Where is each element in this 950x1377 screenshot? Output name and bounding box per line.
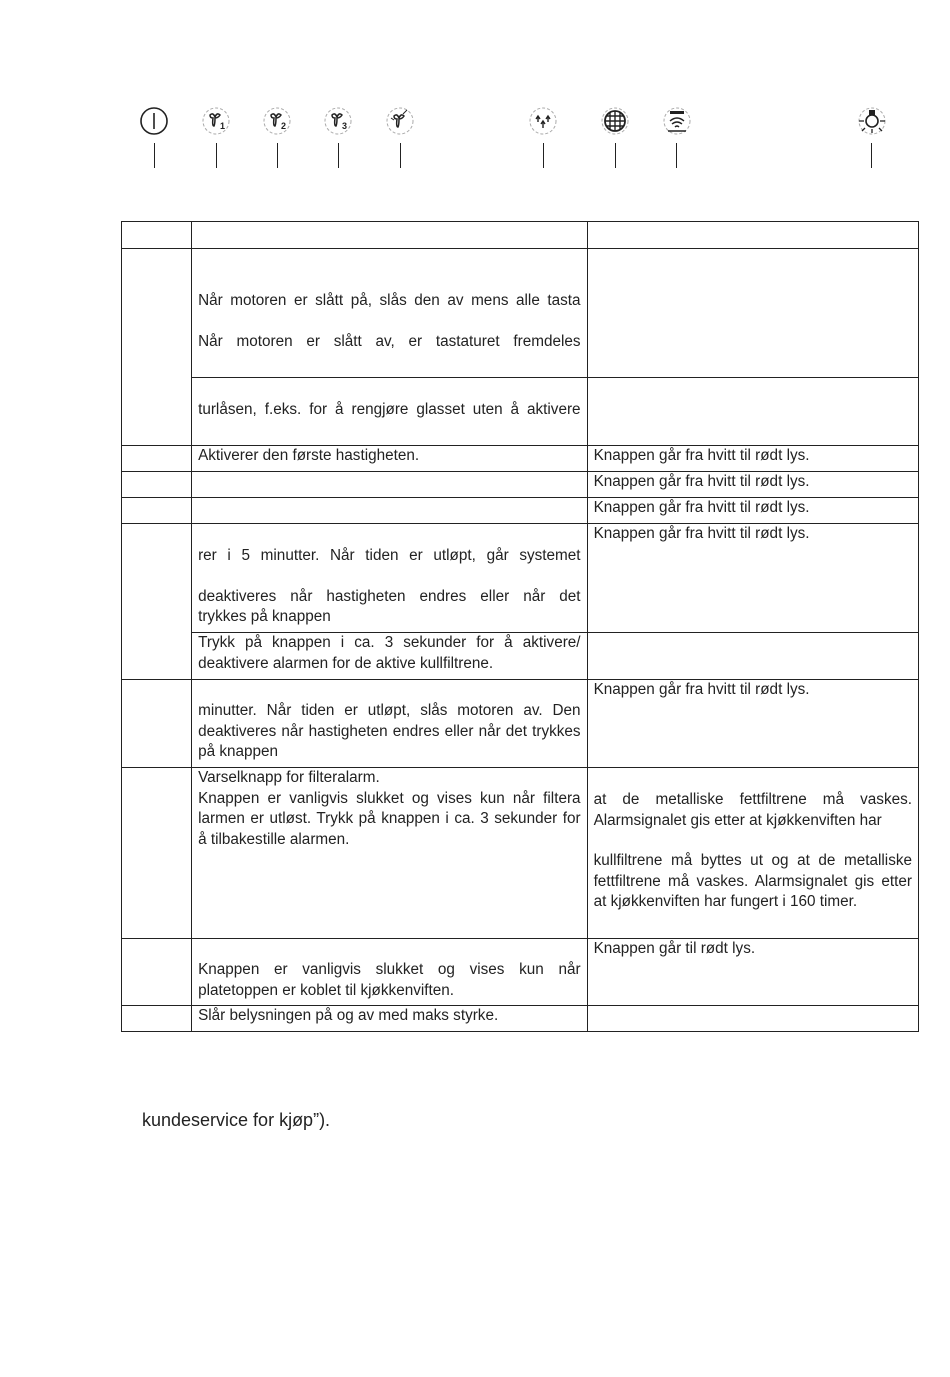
function-text: Når motoren er slått av, er tastaturet fremdeles	[198, 332, 581, 350]
table-row	[122, 249, 919, 378]
symbol-cell	[122, 1006, 192, 1032]
display-cell: Knappen går fra hvitt til rødt lys.	[587, 680, 918, 768]
leader-line	[154, 143, 155, 168]
function-cell	[192, 524, 587, 633]
header-cell	[192, 222, 587, 249]
function-cell: Trykk på knappen i ca. 3 sekunder for å aktivere/ deaktivere alarmen for de aktive kullfiltrene.	[192, 633, 587, 680]
function-cell	[192, 472, 587, 498]
leader-line	[871, 143, 872, 168]
fan-speed-1-icon	[199, 104, 233, 138]
function-text: turlåsen, f.eks. for å rengjøre glasset uten å aktivere	[198, 401, 581, 418]
symbol-cell	[122, 249, 192, 446]
display-text: kullfiltrene må byttes ut og at de metalliske fettfiltrene må vaskes. Alarmsignalet gis etter at kjøkkenviften har fungert i 160 timer.	[593, 852, 912, 910]
function-cell	[192, 249, 587, 378]
function-text: Knappen er vanligvis slukket og vises kun når platetoppen er koblet til kjøkkenviften.	[198, 961, 581, 999]
symbol-cell	[122, 939, 192, 1006]
function-cell	[192, 939, 587, 1006]
display-cell	[587, 378, 918, 446]
table-row	[122, 378, 919, 446]
function-text: Knappen er vanligvis slukket og vises kun når filtera larmen er utløst. Trykk på knappen i ca. 3 sekunder for å tilbakestille alarmen.	[198, 789, 581, 848]
display-cell	[587, 249, 918, 378]
leader-line	[543, 143, 544, 168]
hob-connection-icon	[660, 104, 694, 138]
header-cell	[587, 222, 918, 249]
fan-intensive-icon	[383, 104, 417, 138]
grease-filter-icon	[598, 104, 632, 138]
table-row	[122, 633, 919, 680]
function-cell: Aktiverer den første hastigheten.	[192, 446, 587, 472]
function-text: rer i 5 minutter. Når tiden er utløpt, går systemet	[198, 547, 581, 564]
function-cell	[192, 498, 587, 524]
table-row	[122, 498, 919, 524]
symbol-cell	[122, 472, 192, 498]
table-row	[122, 524, 919, 633]
function-cell	[192, 378, 587, 446]
display-cell: Knappen går fra hvitt til rødt lys.	[587, 446, 918, 472]
display-cell	[587, 1006, 918, 1032]
function-text: minutter. Når tiden er utløpt, slås motoren av. Den deaktiveres når hastigheten endres eller når det trykkes på knappen	[198, 702, 581, 760]
svg-text:1: 1	[220, 121, 226, 131]
table-row	[122, 1006, 919, 1032]
table-row	[122, 680, 919, 768]
table-row	[122, 446, 919, 472]
display-cell	[587, 768, 918, 939]
power-icon	[137, 104, 171, 138]
display-cell: Knappen går fra hvitt til rødt lys.	[587, 498, 918, 524]
symbol-cell	[122, 498, 192, 524]
function-text: trykkes på knappen	[198, 608, 331, 625]
header-cell	[122, 222, 192, 249]
table-row	[122, 939, 919, 1006]
function-text: Varselknapp for filteralarm.	[198, 769, 380, 786]
table-row	[122, 472, 919, 498]
delay-off-icon	[526, 104, 560, 138]
svg-text:2: 2	[281, 121, 287, 131]
svg-text:3: 3	[342, 121, 348, 131]
fan-speed-3-icon	[321, 104, 355, 138]
symbol-cell	[122, 680, 192, 768]
symbol-cell	[122, 768, 192, 939]
function-cell	[192, 768, 587, 939]
display-cell: Knappen går til rødt lys.	[587, 939, 918, 1006]
function-text: deaktiveres når hastigheten endres eller når det	[198, 587, 581, 605]
display-cell	[587, 633, 918, 680]
display-cell: Knappen går fra hvitt til rødt lys.	[587, 472, 918, 498]
footnote-text: kundeservice for kjøp”).	[142, 1110, 331, 1130]
leader-line	[615, 143, 616, 168]
leader-line	[400, 143, 401, 168]
function-table	[121, 221, 919, 1032]
symbol-cell	[122, 446, 192, 472]
display-cell: Knappen går fra hvitt til rødt lys.	[587, 524, 918, 633]
function-text: Når motoren er slått på, slås den av mens alle tasta	[198, 292, 581, 309]
leader-line	[338, 143, 339, 168]
symbol-cell	[122, 524, 192, 680]
light-icon	[855, 104, 889, 138]
table-header-row	[122, 222, 919, 249]
fan-speed-2-icon	[260, 104, 294, 138]
leader-line	[676, 143, 677, 168]
display-text: at de metalliske fettfiltrene må vaskes. Alarmsignalet gis etter at kjøkkenviften har	[593, 791, 912, 829]
function-cell: Slår belysningen på og av med maks styrke.	[192, 1006, 587, 1032]
leader-line	[216, 143, 217, 168]
leader-line	[277, 143, 278, 168]
table-row	[122, 768, 919, 939]
function-cell	[192, 680, 587, 768]
